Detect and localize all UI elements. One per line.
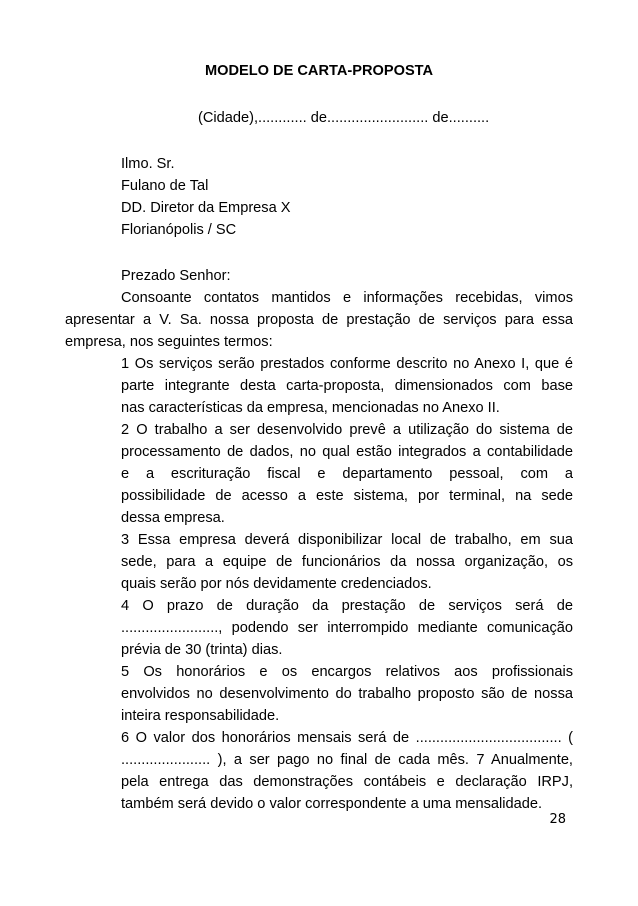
recipient-line: Florianópolis / SC	[121, 222, 237, 238]
body-line: processamento de dados, no qual estão integrados a contabilidade	[121, 444, 573, 460]
salutation: Prezado Senhor:	[121, 268, 231, 284]
recipient-line: Ilmo. Sr.	[121, 156, 175, 172]
body-line: 1 Os serviços serão prestados conforme descrito no Anexo I, que é	[121, 356, 573, 372]
body-line: dessa empresa.	[121, 510, 225, 526]
date-line: (Cidade),............ de......................... de..........	[198, 110, 490, 126]
body-line: 2 O trabalho a ser desenvolvido prevê a utilização do sistema de	[121, 422, 573, 438]
body-line: apresentar a V. Sa. nossa proposta de prestação de serviços para essa	[65, 312, 573, 328]
body-line: inteira responsabilidade.	[121, 708, 280, 724]
recipient-line: Fulano de Tal	[121, 178, 209, 194]
document-title: MODELO DE CARTA-PROPOSTA	[204, 63, 434, 79]
recipient-line: DD. Diretor da Empresa X	[121, 200, 291, 216]
body-line: prévia de 30 (trinta) dias.	[121, 642, 283, 658]
body-line: nas características da empresa, mencionadas no Anexo II.	[121, 400, 500, 416]
page-number: 28	[549, 812, 566, 827]
body-line: 4 O prazo de duração da prestação de serviços será de	[121, 598, 573, 614]
body-line: empresa, nos seguintes termos:	[65, 334, 273, 350]
body-line: possibilidade de acesso a este sistema, por terminal, na sede	[121, 488, 573, 504]
body-line: pela entrega das demonstrações contábeis e declaração IRPJ,	[121, 774, 573, 790]
body-line: Consoante contatos mantidos e informações recebidas, vimos	[121, 290, 573, 306]
body-line: também será devido o valor correspondente a uma mensalidade.	[121, 796, 543, 812]
recipient-block	[121, 153, 291, 241]
body-line: 6 O valor dos honorários mensais será de .................................... (	[121, 730, 573, 746]
body-line: 3 Essa empresa deverá disponibilizar local de trabalho, em sua	[121, 532, 573, 548]
body-line: e a escrituração fiscal e departamento pessoal, com a	[121, 466, 573, 482]
body-line: ...................... ), a ser pago no final de cada mês. 7 Anualmente,	[121, 752, 573, 768]
body-line: quais serão por nós devidamente credenciados.	[121, 576, 432, 592]
body-line: envolvidos no desenvolvimento do trabalho proposto são de nossa	[121, 686, 573, 702]
body-line: ........................, podendo ser interrompido mediante comunicação	[121, 620, 573, 636]
body-line: 5 Os honorários e os encargos relativos aos profissionais	[121, 664, 573, 680]
letter-body	[65, 287, 573, 815]
body-line: sede, para a equipe de funcionários da nossa organização, os	[121, 554, 573, 570]
body-line: parte integrante desta carta-proposta, dimensionados com base	[121, 378, 573, 394]
